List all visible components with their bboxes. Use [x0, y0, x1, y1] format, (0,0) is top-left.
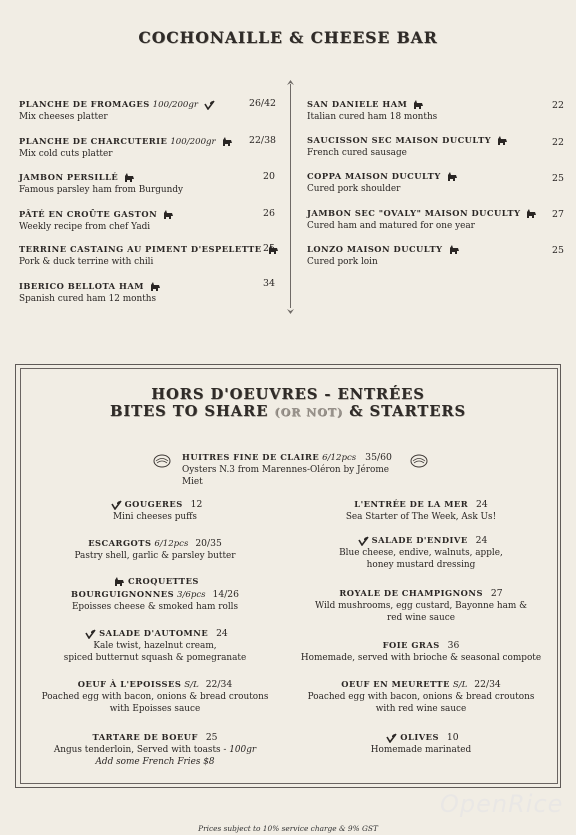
item-description: Mix cheeses platter	[19, 112, 108, 122]
item-price: 24	[476, 499, 488, 510]
menu-item	[30, 498, 280, 523]
item-description: Cured pork loin	[307, 257, 378, 267]
item-description: French cured sausage	[307, 148, 407, 158]
leaf-icon	[111, 500, 122, 510]
menu-item	[30, 537, 280, 562]
divider-ornament-bottom	[286, 306, 295, 314]
item-price: 22/34	[205, 679, 233, 690]
menu-item	[307, 98, 437, 123]
menu-item-huitres	[182, 451, 408, 488]
menu-item	[296, 534, 546, 571]
item-price: 22/38	[249, 135, 277, 146]
item-name: TARTARE DE BOEUF	[92, 732, 198, 742]
oyster-icon	[153, 454, 171, 468]
watermark-logo: OpenRice	[440, 790, 564, 818]
menu-item	[296, 731, 546, 756]
item-name: FOIE GRAS	[382, 640, 440, 650]
oyster-icon	[410, 454, 428, 468]
leaf-icon	[204, 100, 215, 110]
item-name: JAMBON PERSILLÉ	[19, 172, 119, 182]
pig-icon	[114, 577, 125, 587]
item-name: BOURGUIGNONNES	[71, 589, 175, 599]
item-description: Mini cheeses puffs	[113, 512, 197, 522]
item-addon: Add some French Fries $8	[95, 757, 215, 767]
price-footnote: Prices subject to 10% service charge & 9% GST	[198, 824, 378, 833]
item-description: Wild mushrooms, egg custard, Bayonne ham &	[314, 601, 527, 611]
pig-icon	[150, 282, 161, 292]
item-price: 35/60	[365, 452, 392, 463]
item-description: Oysters N.3 from Marennes-Oléron by Jérome Miet	[182, 465, 390, 487]
item-description: Poached egg with bacon, onions & bread croutons	[41, 692, 269, 702]
leaf-icon	[85, 629, 96, 639]
item-description: Weekly recipe from chef Yadi	[19, 222, 151, 232]
pig-icon	[163, 210, 174, 220]
item-qty: 6/12pcs	[322, 453, 357, 463]
item-qty: 3/6pcs	[177, 590, 206, 600]
item-description: red wine sauce	[386, 613, 455, 623]
column-divider	[290, 84, 291, 308]
item-price: 22	[552, 137, 564, 148]
menu-item	[30, 575, 280, 613]
menu-item	[19, 280, 161, 305]
menu-item	[296, 498, 546, 523]
title-part-faded: (OR NOT)	[274, 406, 344, 419]
item-price: 22/34	[474, 679, 501, 690]
menu-item	[30, 678, 280, 715]
menu-item	[19, 208, 174, 233]
section-title-hors-doeuvres	[0, 386, 576, 421]
item-price: 25	[263, 243, 275, 254]
menu-item	[30, 627, 280, 664]
menu-item	[19, 98, 215, 123]
item-name: SAN DANIELE HAM	[307, 99, 408, 109]
item-description: Homemade marinated	[370, 745, 472, 755]
item-description: with red wine sauce	[375, 704, 467, 714]
item-description: Pork & duck terrine with chili	[19, 257, 154, 267]
item-qty: 6/12pcs	[154, 539, 189, 549]
item-description: Pastry shell, garlic & parsley butter	[74, 551, 236, 561]
item-qty: 100/200gr	[170, 137, 216, 147]
item-description: Cured ham and matured for one year	[307, 221, 475, 231]
item-price: 14/26	[212, 589, 239, 600]
item-price: 36	[447, 640, 460, 651]
item-description: Mix cold cuts platter	[19, 149, 113, 159]
item-qty: 100/200gr	[152, 100, 198, 110]
section-title-cochonaille: COCHONAILLE & CHEESE BAR	[138, 28, 438, 47]
item-description: Kale twist, hazelnut cream,	[93, 641, 217, 651]
title-part: & STARTERS	[343, 403, 466, 420]
item-name: OLIVES	[400, 732, 439, 742]
pig-icon	[449, 245, 460, 255]
item-qty: 100gr	[229, 745, 257, 755]
item-price: 25	[205, 732, 218, 743]
item-description: Spanish cured ham 12 months	[19, 294, 157, 304]
item-price: 25	[552, 173, 564, 184]
item-name: L'ENTRÉE DE LA MER	[354, 499, 469, 509]
item-name: TERRINE CASTAING AU PIMENT D'ESPELETTE	[19, 244, 262, 254]
item-price: 27	[552, 209, 564, 220]
item-price: 20	[263, 171, 275, 182]
item-name: CROQUETTES	[128, 576, 199, 586]
item-price: 12	[190, 499, 203, 510]
item-description: Famous parsley ham from Burgundy	[19, 185, 184, 195]
item-description: Angus tenderloin, Served with toasts -	[53, 745, 230, 755]
item-description: Italian cured ham 18 months	[307, 112, 438, 122]
title-part: BITES TO SHARE	[110, 403, 275, 420]
item-name: PLANCHE DE FROMAGES	[19, 99, 150, 109]
item-price: 10	[446, 732, 459, 743]
item-description: Cured pork shoulder	[307, 184, 401, 194]
item-name: SAUCISSON SEC MAISON DUCULTY	[307, 135, 492, 145]
pig-icon	[526, 209, 537, 219]
item-price: 26/42	[249, 98, 277, 109]
pig-icon	[497, 136, 508, 146]
item-description: Sea Starter of The Week, Ask Us!	[345, 512, 497, 522]
item-name: OEUF À L'EPOISSES	[77, 679, 182, 689]
item-price: 25	[552, 245, 564, 256]
item-description: spiced butternut squash & pomegranate	[63, 653, 247, 663]
item-price: 34	[263, 278, 275, 289]
menu-item	[296, 678, 546, 715]
menu-item	[307, 207, 537, 232]
item-name: LONZO MAISON DUCULTY	[307, 244, 443, 254]
pig-icon	[222, 137, 233, 147]
leaf-icon	[386, 733, 397, 743]
item-name: OEUF EN MEURETTE	[341, 679, 450, 689]
item-price: 22	[552, 100, 564, 111]
item-name: IBERICO BELLOTA HAM	[19, 281, 144, 291]
item-name: PLANCHE DE CHARCUTERIE	[19, 136, 168, 146]
menu-item	[296, 639, 546, 664]
item-price: 24	[216, 628, 228, 639]
menu-item	[307, 134, 508, 159]
leaf-icon	[358, 536, 369, 546]
item-price: 20/35	[195, 538, 222, 549]
item-description: with Epoisses sauce	[109, 704, 201, 714]
menu-item	[30, 731, 280, 768]
item-description: Epoisses cheese & smoked ham rolls	[71, 602, 239, 612]
menu-item	[296, 587, 546, 624]
pig-icon	[447, 172, 458, 182]
menu-item	[307, 243, 460, 268]
item-description: honey mustard dressing	[366, 560, 476, 570]
item-name: ESCARGOTS	[88, 538, 152, 548]
item-name: SALADE D'AUTOMNE	[99, 628, 209, 638]
item-name: PÂTÉ EN CROÛTE GASTON	[19, 209, 158, 219]
item-price: 24	[475, 535, 488, 546]
pig-icon	[124, 173, 135, 183]
title-line-1: HORS D'OEUVRES - ENTRÉES	[151, 386, 425, 403]
item-name: JAMBON SEC "OVALY" MAISON DUCULTY	[307, 208, 521, 218]
item-name: HUITRES FINE DE CLAIRE	[182, 452, 320, 462]
menu-item	[19, 171, 183, 196]
item-description: Poached egg with bacon, onions & bread croutons	[307, 692, 535, 702]
title-line-2	[0, 403, 576, 421]
menu-item	[19, 135, 233, 160]
item-price: 26	[263, 208, 275, 219]
item-name: ROYALE DE CHAMPIGNONS	[339, 588, 483, 598]
item-name: COPPA MAISON DUCULTY	[307, 171, 441, 181]
item-description: Homemade, served with brioche & seasonal compote	[300, 653, 542, 663]
item-qty: S/L	[452, 680, 468, 690]
item-price: 27	[490, 588, 503, 599]
item-description: Blue cheese, endive, walnuts, apple,	[339, 548, 503, 558]
menu-item	[19, 243, 279, 268]
pig-icon	[413, 100, 424, 110]
item-qty: S/L	[184, 680, 199, 690]
item-name: SALADE D'ENDIVE	[371, 535, 468, 545]
menu-item	[307, 170, 458, 195]
item-name: GOUGERES	[124, 499, 183, 509]
